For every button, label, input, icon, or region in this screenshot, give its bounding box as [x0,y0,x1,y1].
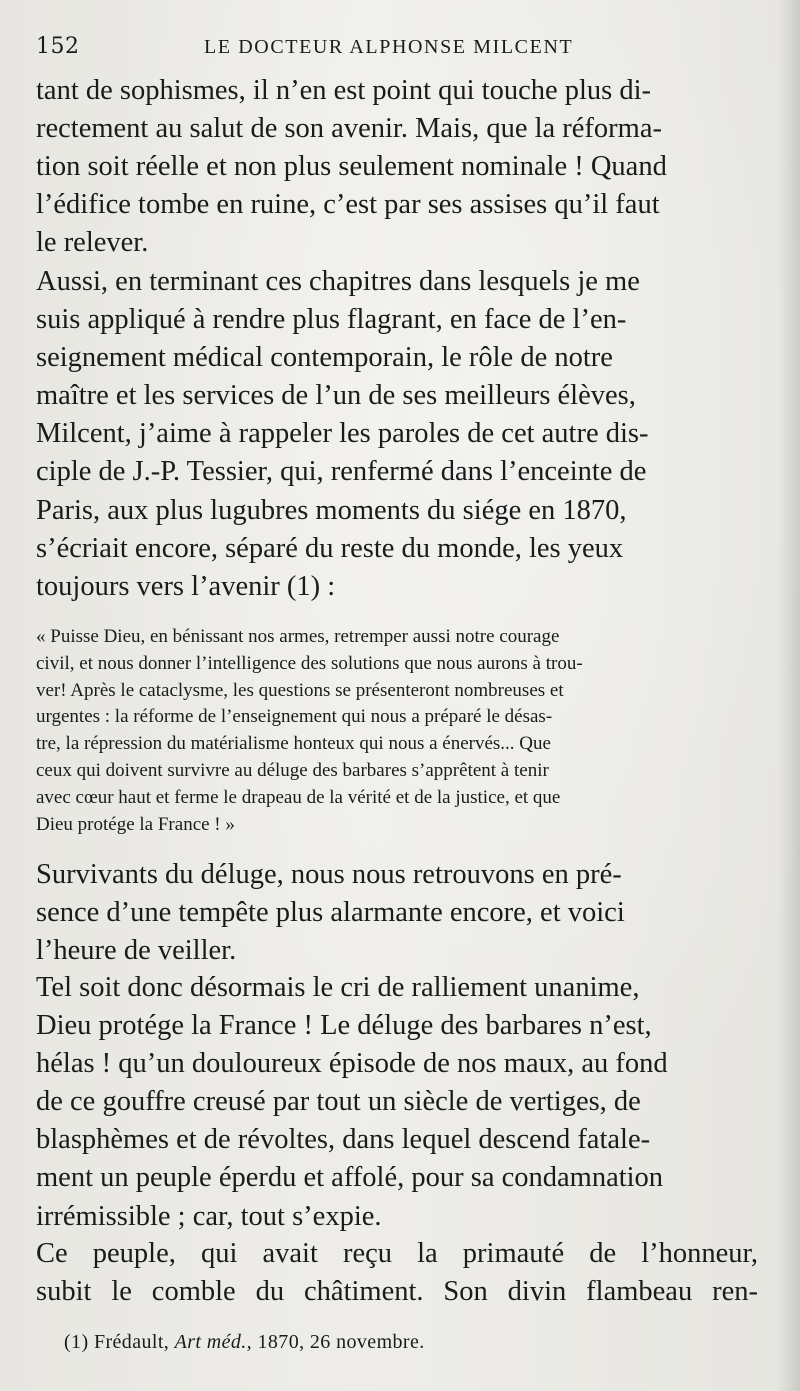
footnote-author: Frédault, [93,1331,170,1353]
footnote-marker: (1) [64,1331,89,1353]
footnote-work: Art méd., [174,1331,253,1353]
paragraph-5: Ce peuple, qui avait reçu la primauté de l’honneur, subit le comble du châtiment. Son divin flambeau ren- [36,1238,758,1308]
paragraph-1: tant de sophismes, il n’en est point qui touche plus di- rectement au salut de son avenir. Mais, que la réforma- tion soit réelle et non plus seulement nominale ! Quand l’édifice tombe en ruine, c’est par ses assises qu’il faut le relever. [36,75,667,259]
page-header [36,30,756,62]
footnote-date: 1870, 26 novembre. [257,1331,425,1353]
running-title: LE DOCTEUR ALPHONSE MILCENT [204,36,574,58]
page-number: 152 [36,34,80,59]
paragraph-2: Aussi, en terminant ces chapitres dans lesquels je me suis appliqué à rendre plus flagrant, en face de l’en- seignement médical contemporain, le rôle de notre maître et les services de l’un de ses meilleurs élèves, Milcent, j’aime à rappeler les paroles de cet autre dis- ciple de J.-P. Tessier, qui, renfermé dans l’enceinte de Paris, aux plus lugubres moments du siége en 1870, s’écriait encore, séparé du reste du monde, les yeux toujours vers l’avenir (1) : [36,266,649,602]
footnote [64,1331,425,1354]
block-quote: « Puisse Dieu, en bénissant nos armes, retremper aussi notre courage civil, et nous donner l’intelligence des solutions que nous aurons à trou- ver! Après le cataclysme, les questions se présenteront nombreuses et urgentes : la réforme de l’enseignement qui nous a préparé le désas- tre, la répression du matérialisme honteux qui nous a énervés... Que ceux qui doivent survivre au déluge des barbares s’apprêtent à tenir avec cœur haut et ferme le drapeau de la vérité et de la justice, et que Dieu protége la France ! » [36,626,583,835]
page-edge-shadow [778,0,800,1391]
paragraph-4: Tel soit donc désormais le cri de ralliement unanime, Dieu protége la France ! Le déluge des barbares n’est, hélas ! qu’un douloureux épisode de nos maux, au fond de ce gouffre creusé par tout un siècle de vertiges, de blasphèmes et de révoltes, dans lequel descend fatale- ment un peuple éperdu et affolé, pour sa condamnation irrémissible ; car, tout s’expie. [36,972,668,1232]
paragraph-3: Survivants du déluge, nous nous retrouvons en pré- sence d’une tempête plus alarmante encore, et voici l’heure de veiller. [36,859,625,967]
